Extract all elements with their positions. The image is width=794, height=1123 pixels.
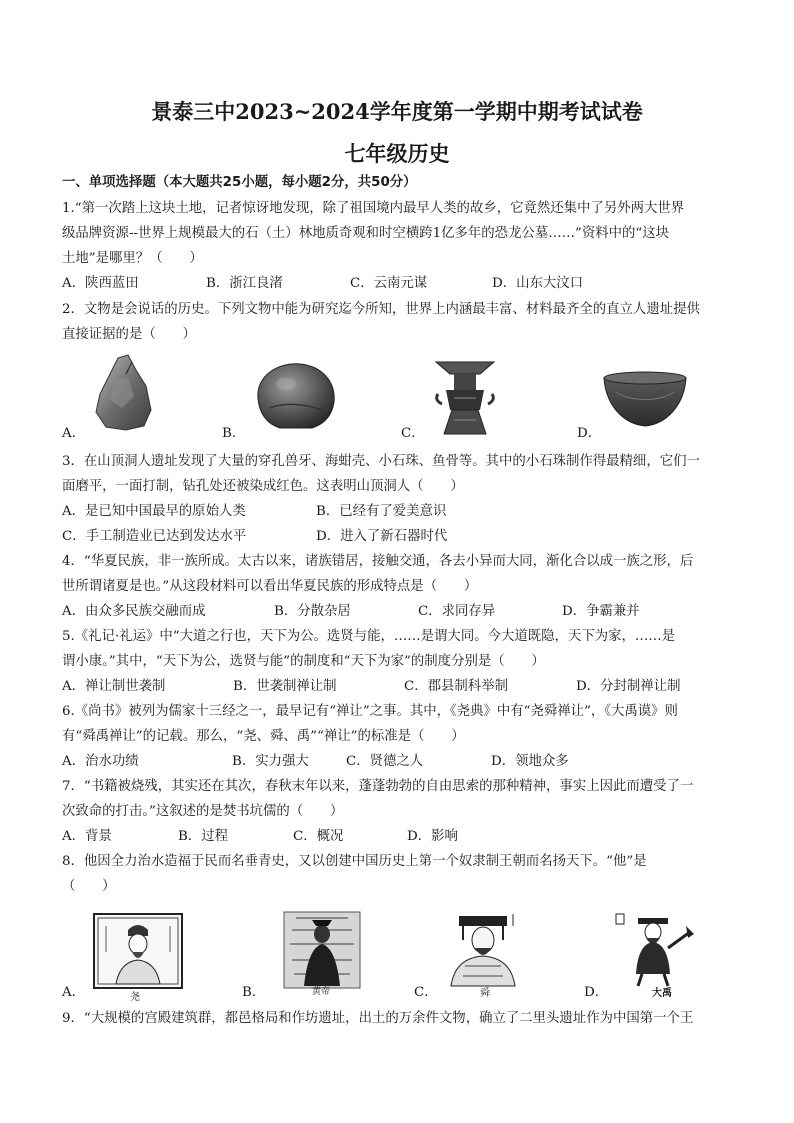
q6-line: 有“舜禹禅让”的记载。那么，“尧、舜、禹”“禅让”的标准是（ ） — [62, 729, 465, 744]
q7-option-d[interactable]: D．影响 — [407, 829, 458, 844]
q4-option-a[interactable]: A．由众多民族交融而成 — [62, 604, 206, 619]
subject-title: 七年级历史 — [344, 141, 450, 166]
shun-caption: 舜 — [480, 988, 490, 999]
q1-option-c[interactable]: C．云南元谋 — [350, 276, 428, 291]
q7-option-b[interactable]: B．过程 — [178, 829, 229, 844]
q2-line: 直接证据的是（ ） — [62, 327, 196, 342]
q4-option-d[interactable]: D．争霸兼并 — [562, 604, 640, 619]
q5-line: 5.《礼记·礼运》中“大道之行也，天下为公。选贤与能，……是谓大同。今大道既隐，天下为家，……是 — [62, 629, 676, 644]
pottery-bowl-image — [600, 368, 690, 430]
q4-line: 世所谓诸夏是也。”从这段材料可以看出华夏民族的形成特点是（ ） — [62, 579, 478, 594]
bronze-vessel-image — [430, 358, 500, 436]
huangdi-portrait-image — [282, 910, 362, 990]
q2-option-b[interactable]: B． — [222, 426, 246, 441]
q4-line: 4．“华夏民族，非一族所成。太古以来，诸族错居，接触交通，各去小异而大同，渐化合以成一族之形，后 — [62, 554, 694, 569]
q5-option-d[interactable]: D．分封制禅让制 — [576, 679, 681, 694]
q6-option-a[interactable]: A．治水功绩 — [62, 754, 139, 769]
q5-option-c[interactable]: C．郡县制科举制 — [404, 679, 508, 694]
section-heading: 一、单项选择题（本大题共25小题，每小题2分，共50分） — [62, 175, 417, 190]
q3-option-a[interactable]: A．是已知中国最早的原始人类 — [62, 504, 246, 519]
q8-option-d[interactable]: D． — [584, 985, 609, 1000]
q6-option-d[interactable]: D．领地众多 — [491, 754, 569, 769]
q2-option-d[interactable]: D． — [577, 426, 602, 441]
q5-option-a[interactable]: A．禅让制世袭制 — [62, 679, 166, 694]
dayu-caption: 大禹 — [652, 988, 672, 999]
q4-option-c[interactable]: C．求同存异 — [418, 604, 496, 619]
q1-line: 1.“第一次踏上这块土地，记者惊讶地发现，除了祖国境内最早人类的故乡，它竟然还集中了另外两大世界 — [62, 201, 685, 216]
q8-option-c[interactable]: C． — [414, 985, 438, 1000]
q3-option-c[interactable]: C．手工制造业已达到发达水平 — [62, 529, 247, 544]
q8-line: 8．他因全力治水造福于民而名垂青史，又以创建中国历史上第一个奴隶制王朝而名扬天下。“他”是 — [62, 854, 647, 869]
q7-line: 次致命的打击。”这叙述的是焚书坑儒的（ ） — [62, 804, 344, 819]
q8-line: （ ） — [62, 879, 116, 894]
q6-option-b[interactable]: B．实力强大 — [232, 754, 309, 769]
q8-option-b[interactable]: B． — [242, 985, 266, 1000]
q2-line: 2．文物是会说话的历史。下列文物中能为研究迄今所知，世界上内涵最丰富、材料最齐全的直立人遗址提供 — [62, 302, 700, 317]
dayu-portrait-image — [612, 910, 694, 988]
q1-option-a[interactable]: A．陕西蓝田 — [62, 276, 139, 291]
q4-option-b[interactable]: B．分散杂居 — [274, 604, 351, 619]
q3-option-d[interactable]: D．进入了新石器时代 — [316, 529, 448, 544]
q1-option-d[interactable]: D．山东大汶口 — [492, 276, 584, 291]
q5-line: 谓小康。”其中，“天下为公，选贤与能”的制度和“天下为家”的制度分别是（ ） — [62, 654, 545, 669]
q3-option-b[interactable]: B．已经有了爱美意识 — [316, 504, 447, 519]
q2-option-c[interactable]: C． — [401, 426, 425, 441]
shun-portrait-image — [445, 910, 521, 988]
q7-line: 7．“书籍被烧残，其实还在其次，春秋末年以来，蓬蓬勃勃的自由思索的那种精神，事实上因此而遭受了一 — [62, 779, 694, 794]
stone-tool-image — [88, 352, 158, 432]
q8-option-a[interactable]: A． — [62, 985, 86, 1000]
skull-image — [250, 358, 340, 432]
q3-line: 3．在山顶洞人遗址发现了大量的穿孔兽牙、海蚶壳、小石珠、鱼骨等。其中的小石珠制作得最精细，它们一 — [62, 454, 700, 469]
q1-option-b[interactable]: B．浙江良渚 — [206, 276, 283, 291]
yao-caption: 尧 — [130, 992, 140, 1003]
q7-option-c[interactable]: C．概况 — [293, 829, 344, 844]
q9-line: 9．“大规模的宫殿建筑群，都邑格局和作坊遗址，出土的万余件文物，确立了二里头遗址作为中国第一个王 — [62, 1011, 694, 1026]
q7-option-a[interactable]: A．背景 — [62, 829, 112, 844]
q3-line: 面磨平，一面打制，钻孔处还被染成红色。这表明山顶洞人（ ） — [62, 479, 464, 494]
q2-option-a[interactable]: A． — [62, 426, 86, 441]
yao-portrait-image — [92, 912, 184, 990]
q1-line: 级品牌资源--世界上规模最大的石（土）林地质奇观和时空横跨1亿多年的恐龙公墓……”资料中的“这块 — [62, 226, 670, 241]
q1-line: 土地”是哪里？（ ） — [62, 251, 203, 266]
q6-option-c[interactable]: C．贤德之人 — [346, 754, 424, 769]
exam-title: 景泰三中2023~2024学年度第一学期中期考试试卷 — [151, 99, 643, 124]
q5-option-b[interactable]: B．世袭制禅让制 — [233, 679, 337, 694]
q6-line: 6.《尚书》被列为儒家十三经之一，最早记有“禅让”之事。其中，《尧典》中有“尧舜禅让”，《大禹谟》则 — [62, 704, 678, 719]
huangdi-caption: 黄帝 — [312, 987, 331, 997]
